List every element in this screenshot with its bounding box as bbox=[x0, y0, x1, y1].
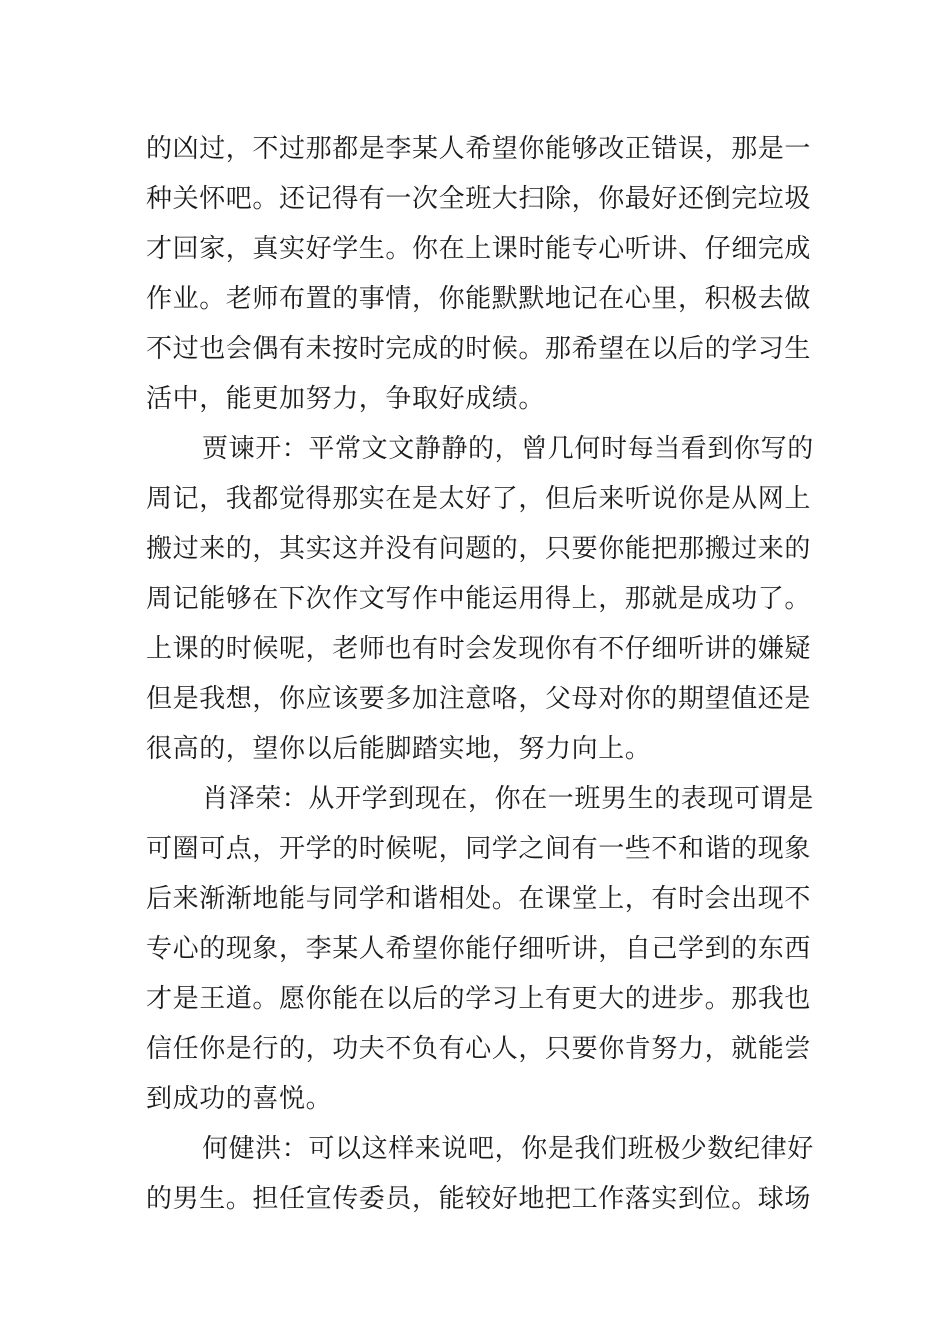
text-line: 后来渐渐地能与同学和谐相处。在课堂上，有时会出现不 bbox=[146, 884, 812, 914]
text-line: 的凶过，不过那都是李某人希望你能够改正错误，那是一 bbox=[146, 134, 812, 164]
text-line: 很高的，望你以后能脚踏实地，努力向上。 bbox=[146, 734, 652, 764]
text-line: 但是我想，你应该要多加注意咯，父母对你的期望值还是 bbox=[146, 684, 812, 714]
paragraph-start-line: 何健洪：可以这样来说吧，你是我们班极少数纪律好 bbox=[202, 1134, 814, 1164]
paragraph-start-line: 肖泽荣：从开学到现在，你在一班男生的表现可谓是 bbox=[202, 784, 814, 814]
text-line: 作业。老师布置的事情，你能默默地记在心里，积极去做 bbox=[146, 284, 812, 314]
text-line: 可圈可点，开学的时候呢，同学之间有一些不和谐的现象 bbox=[146, 834, 812, 864]
text-line: 专心的现象，李某人希望你能仔细听讲，自己学到的东西 bbox=[146, 934, 812, 964]
text-line: 种关怀吧。还记得有一次全班大扫除，你最好还倒完垃圾 bbox=[146, 184, 812, 214]
text-line: 才是王道。愿你能在以后的学习上有更大的进步。那我也 bbox=[146, 984, 812, 1014]
text-line: 周记，我都觉得那实在是太好了，但后来听说你是从网上 bbox=[146, 484, 812, 514]
text-line: 周记能够在下次作文写作中能运用得上，那就是成功了。 bbox=[146, 584, 812, 614]
text-line: 活中，能更加努力，争取好成绩。 bbox=[146, 384, 546, 414]
text-line: 信任你是行的，功夫不负有心人，只要你肯努力，就能尝 bbox=[146, 1034, 812, 1064]
text-line: 不过也会偶有未按时完成的时候。那希望在以后的学习生 bbox=[146, 334, 812, 364]
text-line: 才回家，真实好学生。你在上课时能专心听讲、仔细完成 bbox=[146, 234, 812, 264]
paragraph-start-line: 贾谏开：平常文文静静的，曾几何时每当看到你写的 bbox=[202, 434, 814, 464]
text-line: 上课的时候呢，老师也有时会发现你有不仔细听讲的嫌疑 bbox=[146, 634, 812, 664]
body-text bbox=[146, 124, 814, 1224]
text-line: 的男生。担任宣传委员，能较好地把工作落实到位。球场 bbox=[146, 1184, 812, 1214]
text-line: 搬过来的，其实这并没有问题的，只要你能把那搬过来的 bbox=[146, 534, 812, 564]
text-line: 到成功的喜悦。 bbox=[146, 1084, 333, 1114]
